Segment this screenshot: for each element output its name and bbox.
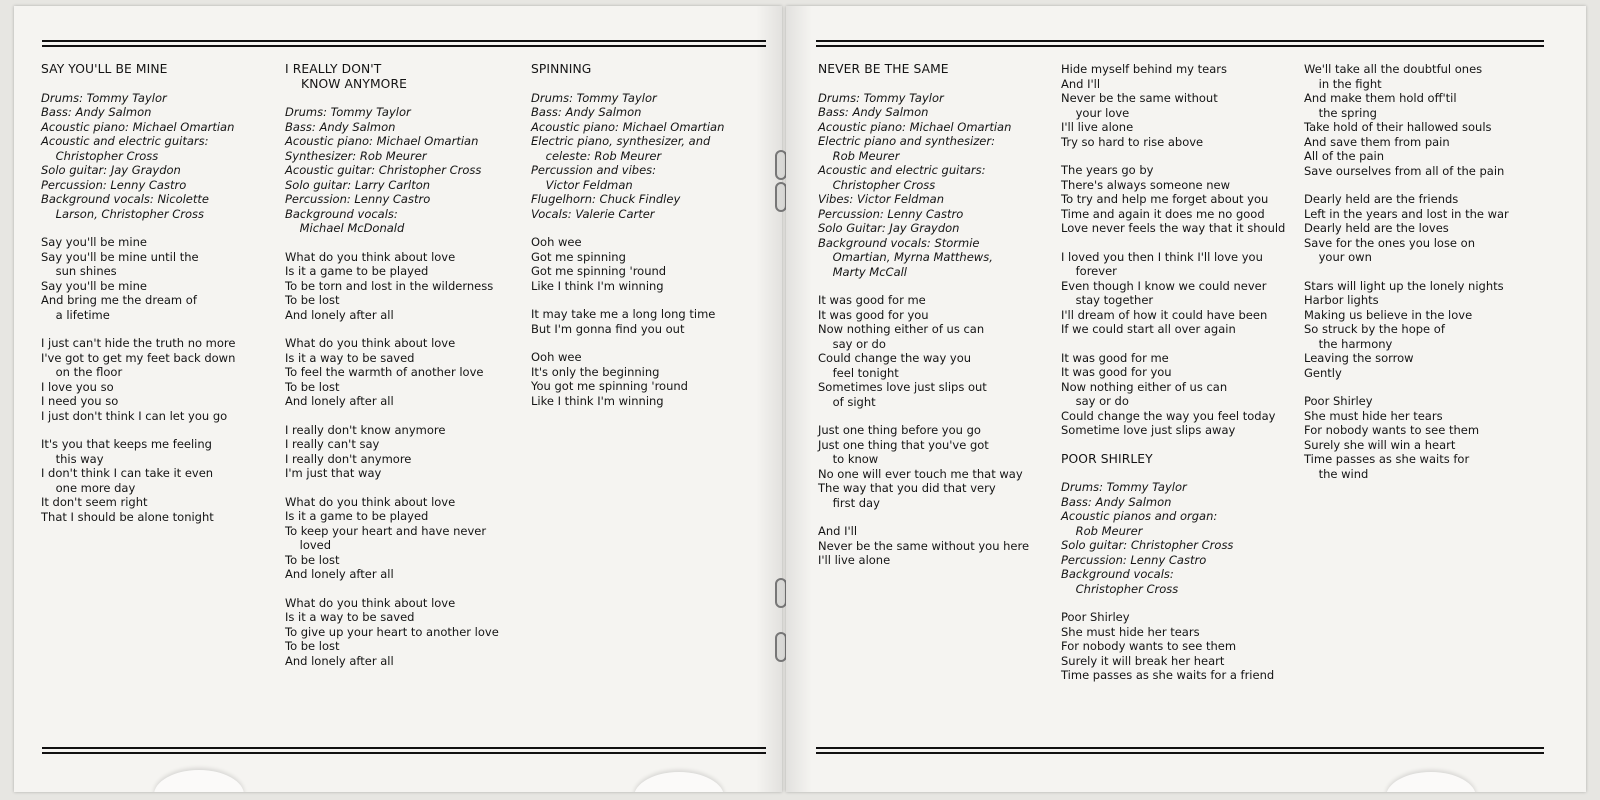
lyric-line: Is it a way to be saved xyxy=(285,610,415,624)
song-title: KNOW ANYMORE xyxy=(285,76,407,91)
lyric-line: forever xyxy=(1061,264,1117,278)
stanza-break xyxy=(531,221,771,235)
lyric-line: The way that you did that very xyxy=(818,481,996,495)
lyrics-column-never-be-the-same-continued xyxy=(1061,62,1297,683)
lyric-line: Is it a game to be played xyxy=(285,509,429,523)
song-title: NEVER BE THE SAME xyxy=(818,62,949,76)
lyric-line: Dearly held are the loves xyxy=(1304,221,1449,235)
lyric-line: I really don't anymore xyxy=(285,451,412,466)
lyric-line: Time passes as she waits for a friend xyxy=(1061,668,1275,682)
lyric-line: Ooh wee xyxy=(531,235,582,249)
lyric-line: That I should be alone tonight xyxy=(41,509,214,524)
credit-line: Vibes: Victor Feldman xyxy=(818,192,944,206)
stanza-break xyxy=(818,77,1054,91)
lyric-line: It don't seem right xyxy=(41,495,148,509)
credit-line: Percussion: Lenny Castro xyxy=(818,206,964,221)
lyric-line: of sight xyxy=(818,394,876,409)
lyric-line: loved xyxy=(285,538,332,552)
credit-line: Acoustic pianos and organ: xyxy=(1061,509,1218,523)
stanza-break xyxy=(531,336,771,350)
lyric-line: Got me spinning 'round xyxy=(531,264,667,278)
lyric-line: You got me spinning 'round xyxy=(531,379,688,393)
song-title: POOR SHIRLEY xyxy=(1061,451,1153,466)
lyric-line: Harbor lights xyxy=(1304,293,1379,307)
song-title: SAY YOU'LL BE MINE xyxy=(41,62,168,76)
stanza-break xyxy=(818,409,1054,423)
lyric-line: I need you so xyxy=(41,394,119,408)
lyric-line: I loved you then I think I'll love you xyxy=(1061,249,1263,264)
lyric-line: And I'll xyxy=(1061,76,1101,91)
lyric-line: Surely it will break her heart xyxy=(1061,653,1225,668)
lyric-line: I just can't hide the truth no more xyxy=(41,336,236,350)
lyric-line: And lonely after all xyxy=(285,394,394,408)
lyric-line: I just don't think I can let you go xyxy=(41,408,228,423)
credit-line: Synthesizer: Rob Meurer xyxy=(285,148,427,163)
lyric-line: What do you think about love xyxy=(285,595,456,610)
lyric-line: say or do xyxy=(1061,394,1129,408)
lyric-line: Sometime love just slips away xyxy=(1061,423,1236,437)
stanza-break xyxy=(1304,178,1544,192)
lyric-line: I don't think I can take it even xyxy=(41,466,214,480)
lyric-line: What do you think about love xyxy=(285,249,456,264)
lyric-line: Like I think I'm winning xyxy=(531,278,664,293)
credit-line: Solo guitar: Larry Carlton xyxy=(285,177,431,192)
credit-line: Drums: Tommy Taylor xyxy=(1061,480,1187,494)
credit-line: Background vocals: Nicolette xyxy=(41,192,209,206)
lyric-line: We'll take all the doubtful ones xyxy=(1304,62,1483,76)
credit-line: Christopher Cross xyxy=(818,177,936,192)
song-title: SPINNING xyxy=(531,62,592,76)
stanza-break xyxy=(41,77,273,91)
lyric-line: Never be the same without xyxy=(1061,91,1218,105)
lyric-line: And save them from pain xyxy=(1304,134,1450,149)
credit-line: Percussion: Lenny Castro xyxy=(41,177,187,192)
credit-line: Percussion and vibes: xyxy=(531,163,657,177)
stanza-break xyxy=(531,77,771,91)
lyric-line: I'll live alone xyxy=(818,553,891,567)
lyrics-column-i-really-dont-know-anymore xyxy=(285,62,517,668)
credit-line: Victor Feldman xyxy=(531,177,633,192)
lyric-line: on the floor xyxy=(41,365,123,379)
credit-line: Bass: Andy Salmon xyxy=(531,105,642,119)
lyric-line: this way xyxy=(41,451,104,466)
lyric-line: Hide myself behind my tears xyxy=(1061,62,1227,76)
lyric-line: first day xyxy=(818,495,880,510)
lyric-line: To be lost xyxy=(285,293,340,307)
lyric-line: It was good for you xyxy=(818,307,929,322)
lyric-line: Surely she will win a heart xyxy=(1304,437,1456,452)
lyric-line: Now nothing either of us can xyxy=(818,322,985,336)
credit-line: Acoustic piano: Michael Omartian xyxy=(285,134,479,148)
lyric-line: For nobody wants to see them xyxy=(1061,639,1237,653)
credit-line: Rob Meurer xyxy=(818,148,900,163)
lyric-line: I love you so xyxy=(41,379,114,394)
lyric-line: It's only the beginning xyxy=(531,364,660,379)
bottom-double-rule xyxy=(816,747,1544,754)
lyric-line: To be lost xyxy=(285,639,340,653)
lyric-line: To be torn and lost in the wilderness xyxy=(285,278,494,293)
lyric-line: And bring me the dream of xyxy=(41,293,197,307)
lyric-line: To feel the warmth of another love xyxy=(285,365,484,379)
lyric-line: But I'm gonna find you out xyxy=(531,321,685,336)
stanza-break xyxy=(1061,596,1297,610)
lyrics-column-say-youll-be-mine xyxy=(41,62,273,524)
lyric-line: I'll live alone xyxy=(1061,120,1134,134)
credit-line: Bass: Andy Salmon xyxy=(41,105,152,119)
credit-line: Solo Guitar: Jay Graydon xyxy=(818,221,960,235)
lyric-line: Poor Shirley xyxy=(1304,394,1373,408)
lyric-line: No one will ever touch me that way xyxy=(818,466,1023,481)
stanza-break xyxy=(285,481,517,495)
credit-line: Acoustic and electric guitars: xyxy=(818,163,986,177)
lyric-line: And lonely after all xyxy=(285,653,394,668)
lyric-line: your own xyxy=(1304,250,1372,264)
stanza-break xyxy=(1061,466,1297,480)
lyric-line: It may take me a long long time xyxy=(531,307,716,321)
lyric-line: Now nothing either of us can xyxy=(1061,379,1228,394)
lyric-line: Time and again it does me no good xyxy=(1061,206,1265,221)
song-title: I REALLY DON'T xyxy=(285,62,382,76)
lyrics-column-poor-shirley-continued xyxy=(1304,62,1544,481)
lyric-line: the spring xyxy=(1304,105,1377,120)
lyric-line: Say you'll be mine xyxy=(41,278,147,293)
lyric-line: Left in the years and lost in the war xyxy=(1304,206,1509,221)
lyric-line: Gently xyxy=(1304,365,1342,380)
lyric-line: Making us believe in the love xyxy=(1304,307,1473,322)
stanza-break xyxy=(285,409,517,423)
stanza-break xyxy=(285,91,517,105)
credit-line: Omartian, Myrna Matthews, xyxy=(818,250,993,264)
lyric-line: Take hold of their hallowed souls xyxy=(1304,120,1492,134)
stanza-break xyxy=(531,293,771,307)
lyric-line: There's always someone new xyxy=(1061,177,1231,192)
lyric-line: feel tonight xyxy=(818,365,899,380)
lyric-line: What do you think about love xyxy=(285,494,456,509)
lyric-line: Time passes as she waits for xyxy=(1304,452,1470,466)
lyric-line: a lifetime xyxy=(41,307,110,322)
lyric-line: I've got to get my feet back down xyxy=(41,350,236,365)
lyric-line: It was good for me xyxy=(1061,350,1169,365)
credit-line: Solo guitar: Christopher Cross xyxy=(1061,538,1234,552)
credit-line: Acoustic piano: Michael Omartian xyxy=(818,119,1012,134)
booklet-right-page xyxy=(786,6,1586,792)
lyric-line: It was good for me xyxy=(818,293,926,307)
lyric-line: To give up your heart to another love xyxy=(285,624,499,639)
lyric-line: For nobody wants to see them xyxy=(1304,423,1480,437)
lyric-line: It's you that keeps me feeling xyxy=(41,437,212,451)
stanza-break xyxy=(41,423,273,437)
stanza-break xyxy=(1061,236,1297,250)
lyric-line: I really can't say xyxy=(285,437,380,451)
credit-line: Marty McCall xyxy=(818,264,908,279)
credit-line: Drums: Tommy Taylor xyxy=(41,90,167,105)
lyric-line: Say you'll be mine until the xyxy=(41,249,199,264)
credit-line: Percussion: Lenny Castro xyxy=(1061,552,1207,567)
lyric-line: What do you think about love xyxy=(285,336,456,350)
page-crease xyxy=(634,772,724,792)
lyric-line: She must hide her tears xyxy=(1061,624,1200,639)
credit-line: Christopher Cross xyxy=(41,148,159,163)
credit-line: Bass: Andy Salmon xyxy=(818,105,929,119)
credit-line: Larson, Christopher Cross xyxy=(41,206,205,221)
page-crease xyxy=(1386,772,1476,792)
lyric-line: Is it a game to be played xyxy=(285,264,429,278)
stanza-break xyxy=(1304,265,1544,279)
lyric-line: Say you'll be mine xyxy=(41,235,147,249)
credit-line: Flugelhorn: Chuck Findley xyxy=(531,192,681,206)
credit-line: Acoustic and electric guitars: xyxy=(41,134,209,148)
stanza-break xyxy=(1304,380,1544,394)
lyric-line: Love never feels the way that it should xyxy=(1061,221,1286,235)
page-crease xyxy=(154,770,244,792)
credit-line: Michael McDonald xyxy=(285,221,405,235)
credit-line: Bass: Andy Salmon xyxy=(285,119,396,134)
lyric-line: Leaving the sorrow xyxy=(1304,351,1414,365)
stanza-break xyxy=(285,236,517,250)
lyric-line: Stars will light up the lonely nights xyxy=(1304,278,1504,293)
stanza-break xyxy=(1061,438,1297,452)
lyric-line: Save for the ones you lose on xyxy=(1304,235,1475,250)
credit-line: Acoustic guitar: Christopher Cross xyxy=(285,163,482,177)
lyric-line: Could change the way you xyxy=(818,351,972,365)
lyric-line: It was good for you xyxy=(1061,365,1172,379)
lyric-line: She must hide her tears xyxy=(1304,408,1443,423)
lyric-line: And lonely after all xyxy=(285,307,394,322)
lyric-line: To keep your heart and have never xyxy=(285,523,487,538)
credit-line: Percussion: Lenny Castro xyxy=(285,192,431,206)
lyric-line: the wind xyxy=(1304,466,1369,481)
lyrics-column-spinning xyxy=(531,62,771,408)
lyric-line: I'm just that way xyxy=(285,466,382,480)
credit-line: Drums: Tommy Taylor xyxy=(818,90,944,105)
lyric-line: Poor Shirley xyxy=(1061,610,1130,624)
lyric-line: Like I think I'm winning xyxy=(531,393,664,408)
stanza-break xyxy=(41,322,273,336)
lyric-line: To be lost xyxy=(285,552,340,567)
stanza-break xyxy=(818,279,1054,293)
lyric-line: Just one thing that you've got xyxy=(818,437,989,452)
credit-line: Background vocals: xyxy=(285,206,398,221)
lyric-line: Try so hard to rise above xyxy=(1061,134,1204,149)
stanza-break xyxy=(285,582,517,596)
lyric-line: Could change the way you feel today xyxy=(1061,408,1276,423)
stanza-break xyxy=(818,510,1054,524)
stanza-break xyxy=(41,221,273,235)
lyric-line: I'll dream of how it could have been xyxy=(1061,307,1268,322)
credit-line: Electric piano and synthesizer: xyxy=(818,134,995,148)
lyric-line: And lonely after all xyxy=(285,567,394,581)
lyric-line: your love xyxy=(1061,105,1130,120)
top-double-rule xyxy=(816,40,1544,47)
lyric-line: to know xyxy=(818,452,879,466)
lyric-line: So struck by the hope of xyxy=(1304,322,1445,336)
credit-line: celeste: Rob Meurer xyxy=(531,148,662,163)
lyric-line: Ooh wee xyxy=(531,350,582,364)
lyric-line: Never be the same without you here xyxy=(818,538,1030,553)
credit-line: Christopher Cross xyxy=(1061,581,1179,596)
lyric-line: Even though I know we could never xyxy=(1061,278,1267,293)
lyric-line: one more day xyxy=(41,480,136,495)
lyrics-column-never-be-the-same xyxy=(818,62,1054,568)
lyric-line: Got me spinning xyxy=(531,249,626,264)
lyric-line: And I'll xyxy=(818,524,858,538)
lyric-line: If we could start all over again xyxy=(1061,322,1236,336)
lyric-line: Just one thing before you go xyxy=(818,423,981,437)
lyric-line: say or do xyxy=(818,336,886,351)
lyric-line: All of the pain xyxy=(1304,149,1385,163)
credit-line: Acoustic piano: Michael Omartian xyxy=(41,119,235,134)
lyric-line: Dearly held are the friends xyxy=(1304,192,1459,206)
credit-line: Solo guitar: Jay Graydon xyxy=(41,163,181,177)
lyric-line: Sometimes love just slips out xyxy=(818,380,987,394)
booklet-left-page xyxy=(14,6,782,792)
lyric-line: And make them hold off'til xyxy=(1304,91,1457,105)
top-double-rule xyxy=(42,40,766,47)
stanza-break xyxy=(1061,149,1297,163)
credit-line: Drums: Tommy Taylor xyxy=(285,105,411,119)
lyric-line: Is it a way to be saved xyxy=(285,350,415,365)
lyric-line: To try and help me forget about you xyxy=(1061,192,1269,206)
credit-line: Vocals: Valerie Carter xyxy=(531,206,655,221)
credit-line: Acoustic piano: Michael Omartian xyxy=(531,119,725,134)
lyric-line: I really don't know anymore xyxy=(285,422,446,437)
stanza-break xyxy=(1061,337,1297,351)
credit-line: Drums: Tommy Taylor xyxy=(531,90,657,105)
lyric-line: in the fight xyxy=(1304,76,1382,91)
credit-line: Background vocals: xyxy=(1061,567,1174,581)
lyric-line: To be lost xyxy=(285,379,340,394)
stanza-break xyxy=(285,322,517,336)
lyric-line: the harmony xyxy=(1304,336,1393,351)
lyric-line: Save ourselves from all of the pain xyxy=(1304,163,1505,178)
lyric-line: stay together xyxy=(1061,293,1154,307)
credit-line: Rob Meurer xyxy=(1061,523,1143,538)
credit-line: Bass: Andy Salmon xyxy=(1061,494,1172,509)
credit-line: Background vocals: Stormie xyxy=(818,235,980,250)
lyric-line: The years go by xyxy=(1061,163,1154,177)
bottom-double-rule xyxy=(42,747,766,754)
lyric-line: sun shines xyxy=(41,264,117,278)
credit-line: Electric piano, synthesizer, and xyxy=(531,134,711,148)
